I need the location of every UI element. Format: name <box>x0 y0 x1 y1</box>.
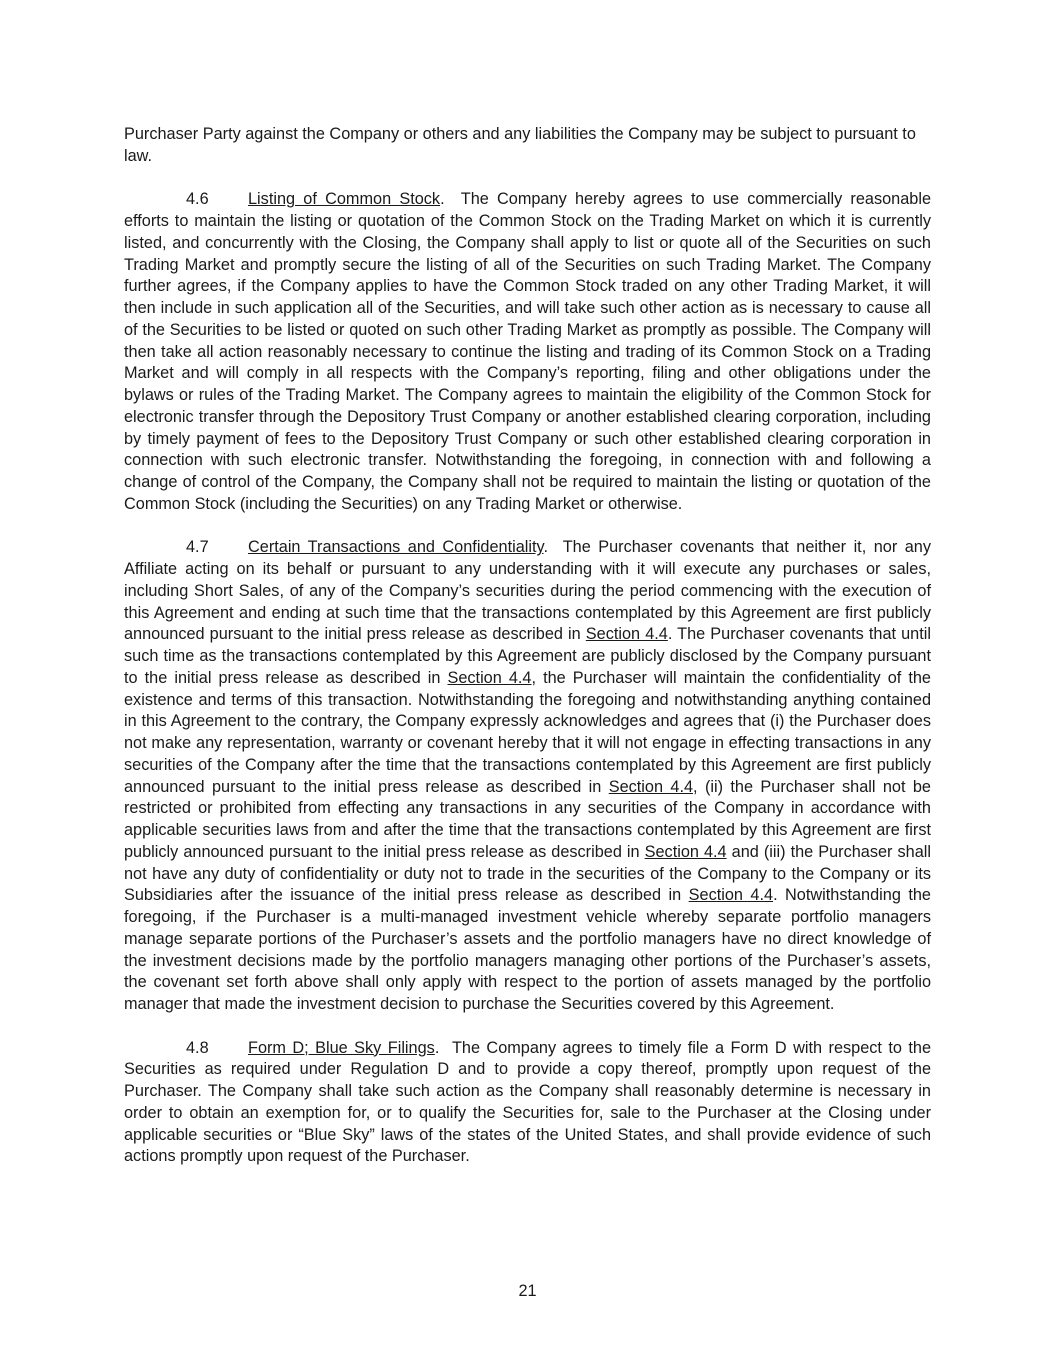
section-text: The Purchaser covenants that neither it, nor any Affiliate acting on its behalf or pursuant to any understanding with it will execute any purchases or sales, including Short Sales, of any of the Company’s securities during the period commencing with the execution of this Agreement and ending at such time that the transactions contemplated by this Agreement are first publicly announced pursuant to the initial press release as described in <box>124 538 931 644</box>
intro-paragraph <box>124 124 931 168</box>
section-heading: Certain Transactions and Confidentiality <box>248 538 544 557</box>
section-4-8-paragraph: 4.8 Form D; Blue Sky Filings. The Company agrees to timely file a Form D with respect to the Securities as required under Regulation D and to provide a copy thereof, promptly upon request of the Purchaser. The Company shall take such action as the Company shall reasonably determine is necessary in order to obtain an exemption for, or to qualify the Securities for, sale to the Purchaser at the Closing under applicable securities or “Blue Sky” laws of the states of the United States, and shall provide evidence of such actions promptly upon request of the Purchaser. <box>124 1038 932 1166</box>
section-text: and (iii) the Purchaser shall not have any duty of confidentiality or duty not to trade in the securities of the Company to the Company or its Subsidiaries after the issuance of the initial press release as described in <box>124 842 931 905</box>
section-text: . The Purchaser covenants that until such time as the transactions contemplated by this Agreement are publicly disclosed by the Company pursuant to the initial press release as described in <box>124 625 931 687</box>
section-4-6-paragraph: 4.6 Listing of Common Stock. The Company hereby agrees to use commercially reasonable efforts to maintain the listing or quotation of the Common Stock on the Trading Market on which it is currently listed, and concurrently with the Closing, the Company shall apply to list or quote all of the Securities on such Trading Market and promptly secure the listing of all of the Securities on such Trading Market. The Company further agrees, if the Company applies to have the Common Stock traded on any other Trading Market, it will then include in such application all of the Securities, and will take such other action as is necessary to cause all of the Securities to be listed or quoted on such other Trading Market as promptly as possible. The Company will then take all action reasonably necessary to continue the listing and trading of its Common Stock on a Trading Market and will comply in all respects with the Company’s reporting, filing and other obligations under the bylaws or rules of the Trading Market. The Company agrees to maintain the eligibility of the Common Stock for electronic transfer through the Depository Trust Company or another established clearing corporation, including by timely payment of fees to the Depository Trust Company or such other established clearing corporation in connection with such electronic transfer. Notwithstanding the foregoing, in connection with and following a change of control of the Company, the Company shall not be required to maintain the listing or quotation of the Common Stock (including the Securities) on any Trading Market or otherwise. <box>124 190 931 513</box>
section-number: 4.6 <box>186 190 209 209</box>
section-reference-link: Section 4.4 <box>447 668 532 687</box>
section-number: 4.7 <box>186 538 209 557</box>
section-4-7-paragraph: 4.7 Certain Transactions and Confidentiality. The Purchaser covenants that neither it, nor any Affiliate acting on its behalf or pursuant to any understanding with it will execute any purchases or sales, including Short Sales, of any of the Company’s securities during the period commencing with the execution of this Agreement and ending at such time that the transactions contemplated by this Agreement are first publicly announced pursuant to the initial press release as described in Section 4.4. The Purchaser covenants that until such time as the transactions contemplated by this Agreement are publicly disclosed by the Company pursuant to the initial press release as described in Section 4.4, the Purchaser will maintain the confidentiality of the existence and terms of this transaction. Notwithstanding the foregoing and notwithstanding anything contained in this Agreement to the contrary, the Company expressly acknowledges and agrees that (i) the Purchaser does not make any representation, warranty or covenant hereby that it will not engage in effecting transactions in any securities of the Company after the time that the transactions contemplated by this Agreement are first publicly announced pursuant to the initial press release as described in Section 4.4, (ii) the Purchaser shall not be restricted or prohibited from effecting any transactions in any securities of the Company in accordance with applicable securities laws from and after the time that the transactions contemplated by this Agreement are first publicly announced pursuant to the initial press release as described in Section 4.4 and (iii) the Purchaser shall not have any duty of confidentiality or duty not to trade in the securities of the Company to the Company or its Subsidiaries after the issuance of the initial press release as described in Section 4.4. Notwithstanding the foregoing, if the Purchaser is a multi-managed investment vehicle whereby separate portfolio managers manage separate portions of the Purchaser’s assets and the portfolio managers have no direct knowledge of the investment decisions made by the portfolio managers managing other portions of the Purchaser’s assets, the covenant set forth above shall only apply with respect to the portion of assets managed by the portfolio manager that made the investment decision to purchase the Securities covered by this Agreement. <box>124 538 931 1013</box>
intro-text: Purchaser Party against the Company or others and any liabilities the Company may be subject to pursuant to law. <box>124 125 916 165</box>
document-page <box>124 124 931 1190</box>
section-text: The Company agrees to timely file a Form D with respect to the Securities as required under Regulation D and to provide a copy thereof, promptly upon request of the Purchaser. The Company shall take such action as the Company shall reasonably determine is necessary in order to obtain an exemption for, or to qualify the Securities for, sale to the Purchaser at the Closing under applicable securities or “Blue Sky” laws of the states of the United States, and shall provide evidence of such actions promptly upon request of the Purchaser. <box>124 1038 932 1166</box>
section-text: , (ii) the Purchaser shall not be restricted or prohibited from effecting any transactions in any securities of the Company in accordance with applicable securities laws from and after the time that the transactions contemplated by this Agreement are first publicly announced pursuant to the initial press release as described in <box>124 777 931 861</box>
section-reference-link: Section 4.4 <box>585 625 668 644</box>
section-heading: Listing of Common Stock <box>248 190 441 209</box>
section-heading: Form D; Blue Sky Filings <box>248 1038 435 1057</box>
section-text: . Notwithstanding the foregoing, if the Purchaser is a multi-managed investment vehicle whereby separate portfolio managers manage separate portions of the Purchaser’s assets and the portfolio managers have no direct knowledge of the investment decisions made by the portfolio managers managing other portions of the Purchaser’s assets, the covenant set forth above shall only apply with respect to the portion of assets managed by the portfolio manager that made the investment decision to purchase the Securities covered by this Agreement. <box>124 886 931 1013</box>
section-text: The Company hereby agrees to use commercially reasonable efforts to maintain the listing or quotation of the Common Stock on the Trading Market on which it is currently listed, and concurrently with the Closing, the Company shall apply to list or quote all of the Securities on such Trading Market and promptly secure the listing of all of the Securities on such Trading Market. The Company further agrees, if the Company applies to have the Common Stock traded on any other Trading Market, it will then include in such application all of the Securities, and will take such other action as is necessary to cause all of the Securities to be listed or quoted on such other Trading Market as promptly as possible. The Company will then take all action reasonably necessary to continue the listing and trading of its Common Stock on a Trading Market and will comply in all respects with the Company’s reporting, filing and other obligations under the bylaws or rules of the Trading Market. The Company agrees to maintain the eligibility of the Common Stock for electronic transfer through the Depository Trust Company or another established clearing corporation, including by timely payment of fees to the Depository Trust Company or such other established clearing corporation in connection with such electronic transfer. Notwithstanding the foregoing, in connection with and following a change of control of the Company, the Company shall not be required to maintain the listing or quotation of the Common Stock (including the Securities) on any Trading Market or otherwise. <box>124 190 931 513</box>
section-reference-link: Section 4.4 <box>608 777 694 796</box>
section-text: , the Purchaser will maintain the confidentiality of the existence and terms of this transaction. Notwithstanding the foregoing and notwithstanding anything contained in this Agreement to the contrary, the Company expressly acknowledges and agrees that (i) the Purchaser does not make any representation, warranty or covenant hereby that it will not engage in effecting transactions in any securities of the Company after the time that the transactions contemplated by this Agreement are first publicly announced pursuant to the initial press release as described in <box>124 668 931 796</box>
section-number: 4.8 <box>186 1038 209 1057</box>
section-reference-link: Section 4.4 <box>688 886 774 905</box>
page-number: 21 <box>518 1282 537 1300</box>
section-reference-link: Section 4.4 <box>644 842 727 861</box>
